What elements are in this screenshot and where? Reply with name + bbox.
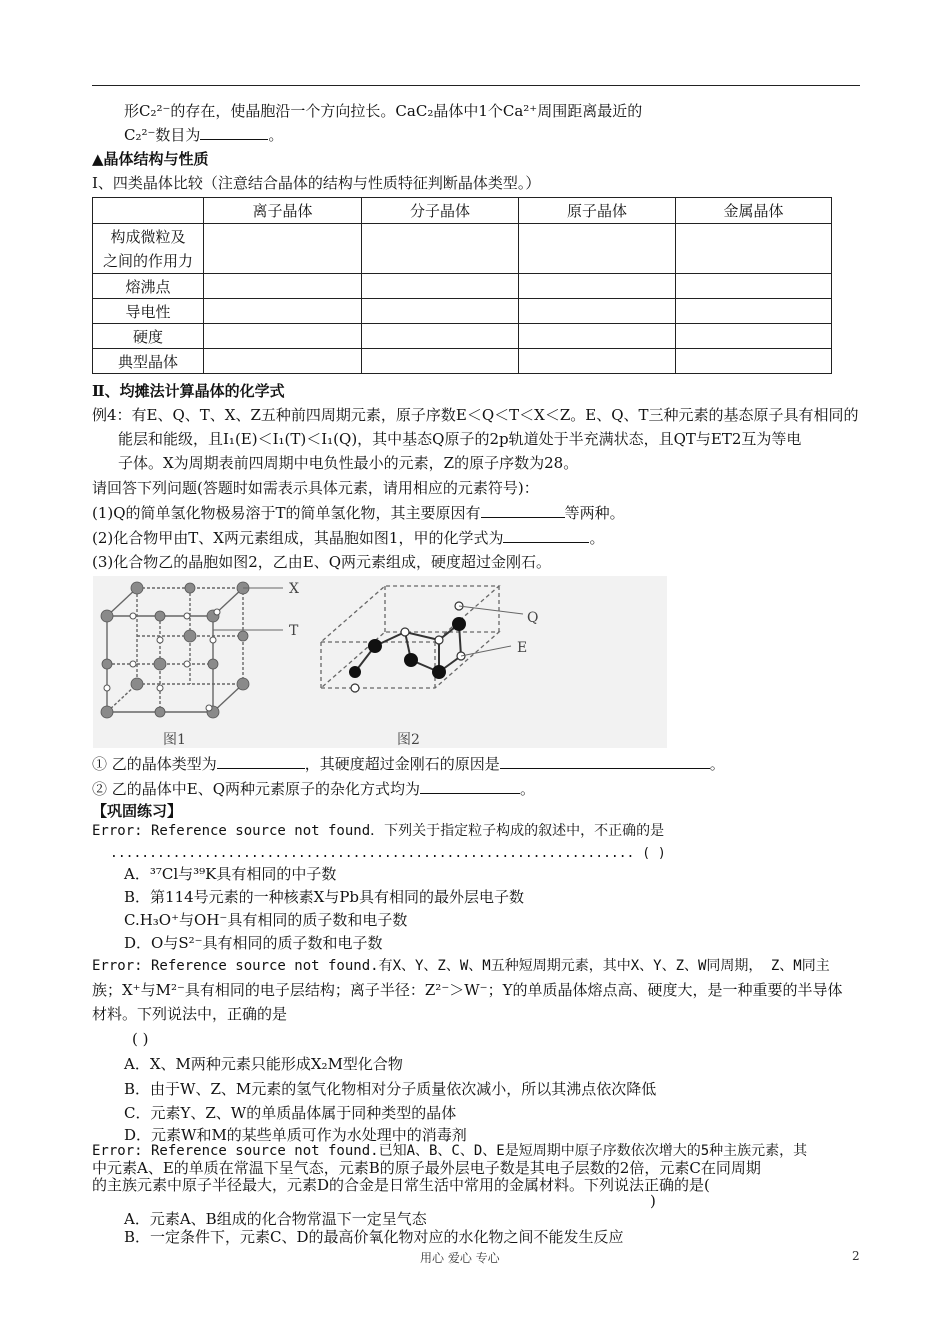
table-cell[interactable] <box>676 349 832 374</box>
table-cell[interactable] <box>676 299 832 324</box>
atom-q <box>435 636 443 644</box>
fig2-q-pointer <box>459 606 523 614</box>
table-cell[interactable] <box>519 274 676 299</box>
answer-blank[interactable] <box>500 754 710 769</box>
table-cell[interactable] <box>362 299 519 324</box>
atom-x <box>208 659 218 669</box>
atom-x <box>131 582 143 594</box>
practice-q3-option-a: A．元素A、B组成的化合物常温下一定呈气态 <box>124 1210 427 1228</box>
crystal-figures-svg <box>93 576 667 748</box>
atom-t <box>184 613 190 619</box>
fig1-x-label: X <box>289 581 299 597</box>
table-header-cell: 离子晶体 <box>204 198 362 224</box>
crystal-figures <box>93 576 667 748</box>
table-cell[interactable] <box>676 324 832 349</box>
atom-t <box>206 705 212 711</box>
table-row <box>93 299 832 324</box>
question-2-text: (2)化合物甲由T、X两元素组成，其晶胞如图1，甲的化学式为 <box>92 529 504 547</box>
atom-t <box>184 661 190 667</box>
fig1-caption: 图1 <box>163 732 186 748</box>
sub-question-1-text: ① 乙的晶体类型为 <box>92 755 217 773</box>
sub-question-2 <box>92 778 535 800</box>
footer-motto: 用心 爱心 专心 <box>420 1251 500 1265</box>
atom-t <box>210 637 216 643</box>
row-label <box>93 224 204 274</box>
answer-blank[interactable] <box>420 779 520 794</box>
question-2-suffix: 。 <box>589 529 605 547</box>
practice-q2-stem-2: 族；X⁺与M²⁻具有相同的电子层结构；离子半径：Z²⁻＞W⁻；Y的单质晶体熔点高、硬度大，是一种重要的半导体 <box>92 981 843 999</box>
atom-t <box>104 685 110 691</box>
atom-e <box>368 639 382 653</box>
atom-x <box>102 659 112 669</box>
table-cell[interactable] <box>362 224 519 274</box>
fig2-caption: 图2 <box>397 732 420 748</box>
row-label: 典型晶体 <box>93 349 204 374</box>
atom-x <box>101 610 113 622</box>
atom-e <box>404 653 418 667</box>
table-header-cell: 金属晶体 <box>676 198 832 224</box>
atom-x <box>237 678 249 690</box>
atom-q <box>401 628 409 636</box>
fig2-e-label: E <box>517 640 528 656</box>
practice-q2-option-d: D．元素W和M的某些单质可作为水处理中的消毒剂 <box>124 1126 467 1144</box>
atom-x <box>184 630 196 642</box>
atom-t <box>130 661 136 667</box>
question-intro: 请回答下列问题(答题时如需表示具体元素，请用相应的元素符号)： <box>92 479 539 497</box>
atom-q <box>351 684 359 692</box>
sub-question-1-mid: ，其硬度超过金刚石的原因是 <box>304 755 500 773</box>
blank-prefix: C₂²⁻数目为 <box>124 126 201 144</box>
practice-q2-option-b: B．由于W、Z、M元素的氢气化物相对分子质量依次减小，所以其沸点依次降低 <box>124 1080 657 1098</box>
atom-e <box>432 665 446 679</box>
fig2-e-pointer <box>461 646 511 656</box>
practice-q1-stem: Error: Reference source not found．下列关于指定粒子构成的叙述中，不正确的是 <box>92 823 665 839</box>
answer-blank[interactable] <box>481 503 565 518</box>
fig2-q-label: Q <box>527 610 539 626</box>
table-row <box>93 324 832 349</box>
table-row <box>93 274 832 299</box>
answer-blank[interactable] <box>217 754 305 769</box>
table-cell[interactable] <box>362 274 519 299</box>
practice-title: 【巩固练习】 <box>92 802 183 820</box>
atom-e <box>452 617 466 631</box>
practice-q3-stem-3: 的主族元素中原子半径最大，元素D的合金是日常生活中常用的金属材料。下列说法正确的是( <box>92 1176 710 1194</box>
question-1 <box>92 502 625 524</box>
question-2 <box>92 527 605 549</box>
question-3: (3)化合物乙的晶胞如图2，乙由E、Q两元素组成，硬度超过金刚石。 <box>92 553 552 571</box>
part1-title: Ⅰ、四类晶体比较（注意结合晶体的结构与性质特征判断晶体类型。） <box>92 174 541 192</box>
atom-t <box>130 613 136 619</box>
table-cell[interactable] <box>519 349 676 374</box>
atom-x <box>185 583 195 593</box>
row-label: 导电性 <box>93 299 204 324</box>
practice-q1-option-a: A．³⁷Cl与³⁹K具有相同的中子数 <box>124 865 337 883</box>
practice-q3-stem-4: ) <box>650 1192 656 1210</box>
continued-text-line-1: 形C₂²⁻的存在，使晶胞沿一个方向拉长。CaC₂晶体中1个Ca²⁺周围距离最近的 <box>124 102 643 120</box>
table-header-cell: 原子晶体 <box>519 198 676 224</box>
practice-q2-answer-paren: ( ) <box>132 1030 149 1048</box>
table-cell[interactable] <box>204 299 362 324</box>
atom-x <box>101 706 113 718</box>
atom-x <box>131 678 143 690</box>
practice-q3-stem-2: 中元素A、E的单质在常温下呈气态，元素B的原子最外层电子数是其电子层数的2倍，元素C在同周期 <box>92 1159 761 1177</box>
row-label-line: 之间的作用力 <box>102 251 193 270</box>
example-line-1: 例4：有E、Q、T、X、Z五种前四周期元素，原子序数E＜Q＜T＜X＜Z。E、Q、T三种元素的基态原子具有相同的 <box>92 406 859 424</box>
answer-blank[interactable] <box>503 528 589 543</box>
table-row <box>93 224 832 274</box>
table-cell[interactable] <box>362 324 519 349</box>
table-row <box>93 349 832 374</box>
table-cell[interactable] <box>362 349 519 374</box>
page-number: 2 <box>852 1249 860 1263</box>
practice-q1-option-b: B．第114号元素的一种核素X与Pb具有相同的最外层电子数 <box>124 888 525 906</box>
part2-title: Ⅱ、均摊法计算晶体的化学式 <box>92 382 285 400</box>
practice-q1-option-d: D．O与S²⁻具有相同的质子数和电子数 <box>124 934 383 952</box>
table-cell[interactable] <box>204 324 362 349</box>
table-cell[interactable] <box>204 274 362 299</box>
table-cell[interactable] <box>519 299 676 324</box>
question-1-suffix: 等两种。 <box>564 504 625 522</box>
example-line-2: 能层和能级，且I₁(E)＜I₁(T)＜I₁(Q)，其中基态Q原子的2p轨道处于半充满状态，且QT与ET2互为等电 <box>118 430 802 448</box>
table-header-cell <box>93 198 204 224</box>
practice-q2-stem-3: 材料。下列说法中，正确的是 <box>92 1005 288 1023</box>
header-rule <box>92 85 860 86</box>
row-label: 硬度 <box>93 324 204 349</box>
atom-e <box>349 666 361 678</box>
fig1-cell-edges <box>107 588 243 712</box>
fig1-t-label: T <box>289 623 299 639</box>
table-cell[interactable] <box>204 349 362 374</box>
continued-text-line-2 <box>124 124 283 146</box>
fig2-cell-edges <box>321 586 499 688</box>
table-cell[interactable] <box>204 224 362 274</box>
atom-x <box>155 611 165 621</box>
blank-suffix: 。 <box>268 126 284 144</box>
crystal-comparison-table <box>92 197 832 374</box>
table-cell[interactable] <box>519 224 676 274</box>
table-cell[interactable] <box>676 224 832 274</box>
row-label: 熔沸点 <box>93 274 204 299</box>
practice-q1-dots: ................................................................... ( ) <box>110 846 666 861</box>
sub-question-2-text: ② 乙的晶体中E、Q两种元素原子的杂化方式均为 <box>92 780 421 798</box>
practice-q2-stem-1: Error: Reference source not found.有X、Y、Z、W、M五种短周期元素，其中X、Y、Z、W同周期， Z、M同主 <box>92 958 830 974</box>
atom-t <box>214 609 220 615</box>
practice-q1-option-c: C.H₃O⁺与OH⁻具有相同的质子数和电子数 <box>124 911 408 929</box>
atom-t <box>157 685 163 691</box>
practice-q3-stem-1: Error: Reference source not found.已知A、B、C、D、E是短周期中原子序数依次增大的5种主族元素，其 <box>92 1143 808 1159</box>
atom-t <box>157 637 163 643</box>
table-header-cell: 分子晶体 <box>362 198 519 224</box>
row-label-line: 构成微粒及 <box>110 227 186 246</box>
bond <box>405 632 439 640</box>
sub-question-1-suffix: 。 <box>709 755 725 773</box>
atom-x <box>238 631 248 641</box>
section-title: ▲晶体结构与性质 <box>92 150 209 168</box>
table-cell[interactable] <box>676 274 832 299</box>
practice-q2-option-c: C．元素Y、Z、W的单质晶体属于同种类型的晶体 <box>124 1104 457 1122</box>
atom-x <box>154 658 166 670</box>
table-cell[interactable] <box>519 324 676 349</box>
example-line-3: 子体。X为周期表前四周期中电负性最小的元素，Z的原子序数为28。 <box>118 454 579 472</box>
practice-q2-option-a: A．X、M两种元素只能形成X₂M型化合物 <box>124 1055 403 1073</box>
table-header-row <box>93 198 832 224</box>
atom-x <box>155 707 165 717</box>
answer-blank[interactable] <box>200 125 268 140</box>
practice-q3-option-b: B．一定条件下，元素C、D的最高价氧化物对应的水化物之间不能发生反应 <box>124 1228 624 1246</box>
sub-question-2-suffix: 。 <box>520 780 536 798</box>
sub-question-1 <box>92 753 725 775</box>
question-1-text: (1)Q的简单氢化物极易溶于T的简单氢化物，其主要原因有 <box>92 504 481 522</box>
